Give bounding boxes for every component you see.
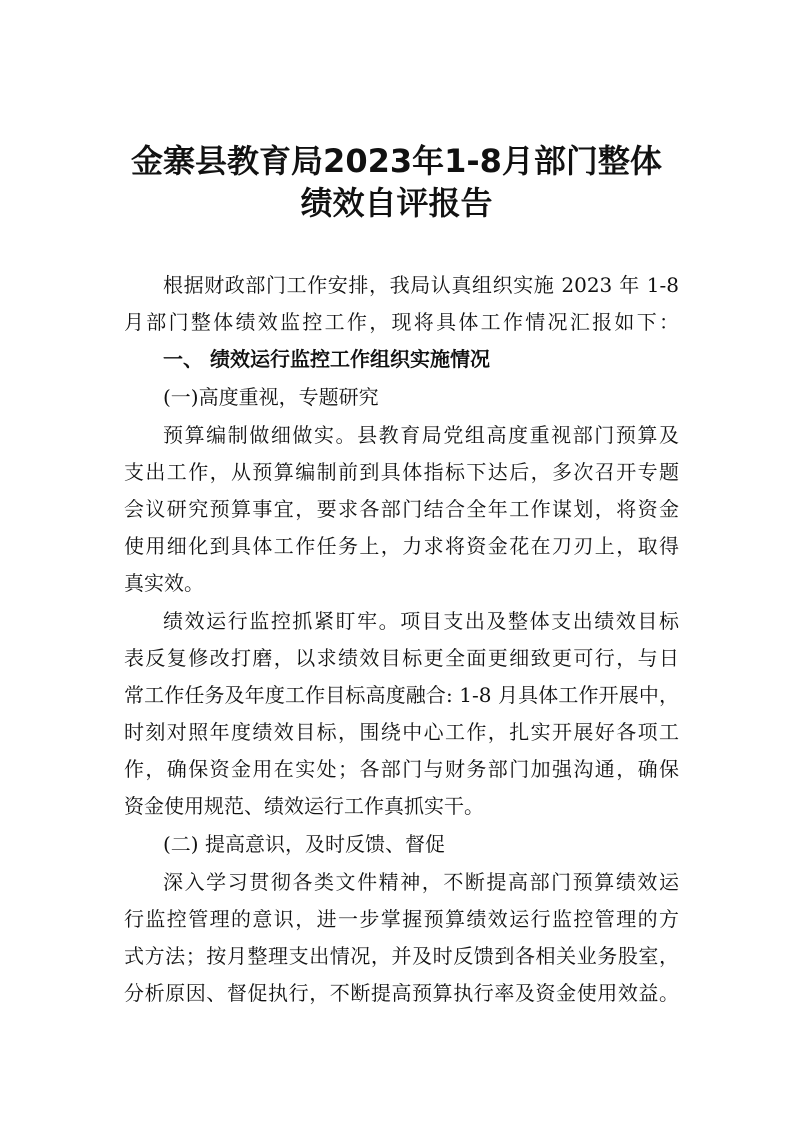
document-title-line-1: 金寨县教育局2023年1-8月部门整体 bbox=[131, 142, 662, 180]
para3-line-4: 分析原因、督促执行，不断提高预算执行率及资金使用效益。 bbox=[124, 981, 679, 1005]
para2-line-1: 绩效运行监控抓紧盯牢。项目支出及整体支出绩效目标 bbox=[163, 609, 679, 633]
document-title-line-2: 绩效自评报告 bbox=[300, 184, 493, 222]
para1-line-4: 使用细化到具体工作任务上，力求将资金花在刀刃上，取得 bbox=[124, 534, 679, 558]
para2-line-6: 资金使用规范、绩效运行工作真抓实干。 bbox=[124, 794, 484, 818]
para1-line-3: 会议研究预算事宜，要求各部门结合全年工作谋划，将资金 bbox=[124, 497, 679, 521]
subsection-1-heading: (一)高度重视，专题研究 bbox=[163, 385, 379, 409]
para1-line-5: 真实效。 bbox=[124, 571, 204, 595]
para2-line-5: 作，确保资金用在实处；各部门与财务部门加强沟通，确保 bbox=[124, 757, 679, 781]
intro-line-1: 根据财政部门工作安排，我局认真组织实施 2023 年 1-8 bbox=[163, 273, 679, 297]
para3-line-1: 深入学习贯彻各类文件精神，不断提高部门预算绩效运 bbox=[163, 870, 679, 894]
para1-line-1: 预算编制做细做实。县教育局党组高度重视部门预算及 bbox=[163, 423, 679, 447]
para1-line-2: 支出工作，从预算编制前到具体指标下达后，多次召开专题 bbox=[124, 460, 679, 484]
section-1-heading: 一、 绩效运行监控工作组织实施情况 bbox=[163, 347, 490, 371]
para3-line-2: 行监控管理的意识，进一步掌握预算绩效运行监控管理的方 bbox=[124, 907, 679, 931]
para2-line-2: 表反复修改打磨，以求绩效目标更全面更细致更可行，与日 bbox=[124, 646, 679, 670]
intro-line-2: 月部门整体绩效监控工作，现将具体工作情况汇报如下： bbox=[124, 310, 679, 334]
para2-line-4: 时刻对照年度绩效目标，围绕中心工作，扎实开展好各项工 bbox=[124, 720, 679, 744]
para3-line-3: 式方法；按月整理支出情况，并及时反馈到各相关业务股室， bbox=[124, 944, 679, 968]
para2-line-3: 常工作任务及年度工作目标高度融合: 1-8 月具体工作开展中， bbox=[124, 683, 679, 707]
subsection-2-heading: (二) 提高意识，及时反馈、督促 bbox=[163, 832, 445, 856]
